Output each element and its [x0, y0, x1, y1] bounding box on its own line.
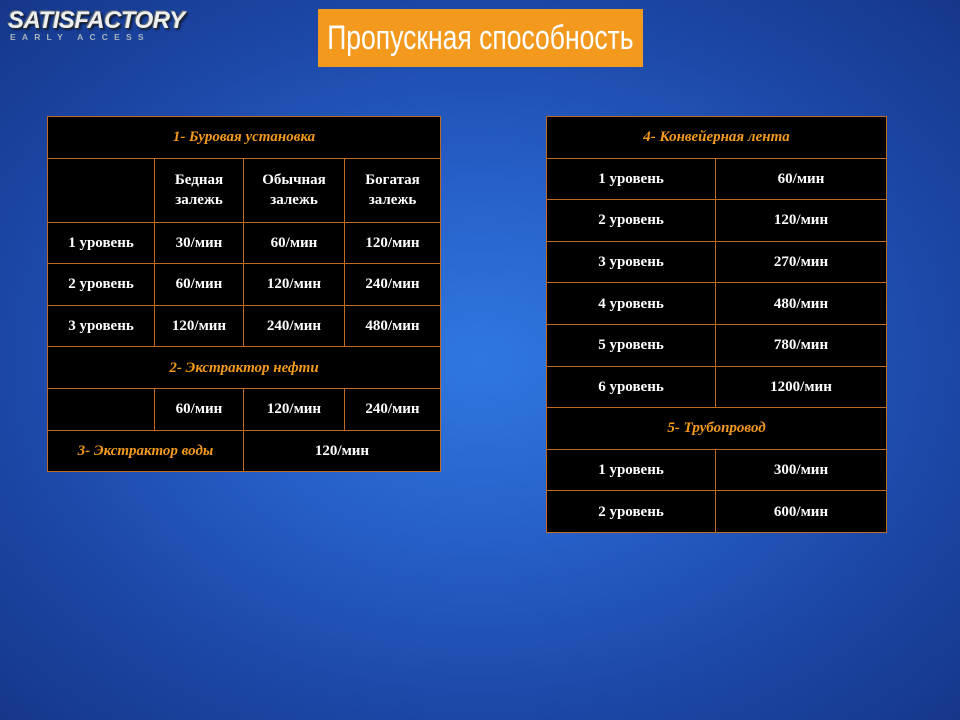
value-cell: 780/мин: [716, 324, 887, 366]
table-row: [48, 264, 441, 306]
logo-sub-text: EARLY ACCESS: [10, 32, 150, 42]
level-cell: 2 уровень: [547, 200, 716, 242]
value-cell: 240/мин: [345, 264, 441, 306]
value-cell: 600/мин: [716, 491, 887, 533]
value-cell: 300/мин: [716, 449, 887, 491]
level-cell: 6 уровень: [547, 366, 716, 408]
level-cell: 1 уровень: [547, 158, 716, 200]
drill-heading: 1- Буровая установка: [48, 117, 441, 159]
table-row: [547, 241, 887, 283]
level-cell: 3 уровень: [48, 305, 155, 347]
logo-main-text: SATISFACTORY: [8, 7, 185, 34]
value-cell: 480/мин: [716, 283, 887, 325]
level-cell: 3 уровень: [547, 241, 716, 283]
value-cell: 120/мин: [244, 388, 345, 430]
value-cell: 120/мин: [244, 430, 441, 472]
table-row: [547, 200, 887, 242]
page-title: Пропускная способность: [327, 18, 634, 57]
value-cell: 240/мин: [244, 305, 345, 347]
column-header: Богатая залежь: [345, 158, 441, 222]
value-cell: 30/мин: [155, 222, 244, 264]
table-row: [547, 283, 887, 325]
value-cell: 60/мин: [244, 222, 345, 264]
value-cell: 60/мин: [155, 264, 244, 306]
table-row: [48, 305, 441, 347]
page-title-box: [318, 9, 643, 67]
value-cell: 480/мин: [345, 305, 441, 347]
table-row: [48, 222, 441, 264]
level-cell: 1 уровень: [48, 222, 155, 264]
table-row: [48, 430, 441, 472]
logistics-table: [546, 116, 887, 533]
value-cell: 60/мин: [716, 158, 887, 200]
value-cell: 60/мин: [155, 388, 244, 430]
oil-heading: 2- Экстрактор нефти: [48, 347, 441, 389]
empty-cell: [48, 388, 155, 430]
table-row: [547, 366, 887, 408]
level-cell: 2 уровень: [48, 264, 155, 306]
pipe-heading: 5- Трубопровод: [547, 408, 887, 450]
column-header: Бедная залежь: [155, 158, 244, 222]
value-cell: 270/мин: [716, 241, 887, 283]
table-row: [547, 158, 887, 200]
level-cell: 4 уровень: [547, 283, 716, 325]
table-row: [547, 324, 887, 366]
column-header: Обычная залежь: [244, 158, 345, 222]
value-cell: 120/мин: [155, 305, 244, 347]
value-cell: 120/мин: [345, 222, 441, 264]
value-cell: 120/мин: [244, 264, 345, 306]
value-cell: 120/мин: [716, 200, 887, 242]
table-row: [48, 388, 441, 430]
water-heading: 3- Экстрактор воды: [48, 430, 244, 472]
table-row: [547, 449, 887, 491]
level-cell: 5 уровень: [547, 324, 716, 366]
value-cell: 1200/мин: [716, 366, 887, 408]
level-cell: 1 уровень: [547, 449, 716, 491]
belt-heading: 4- Конвейерная лента: [547, 117, 887, 159]
value-cell: 240/мин: [345, 388, 441, 430]
table-row: [547, 491, 887, 533]
empty-header-cell: [48, 158, 155, 222]
level-cell: 2 уровень: [547, 491, 716, 533]
extractors-table: [47, 116, 441, 472]
satisfactory-logo: [8, 8, 202, 48]
